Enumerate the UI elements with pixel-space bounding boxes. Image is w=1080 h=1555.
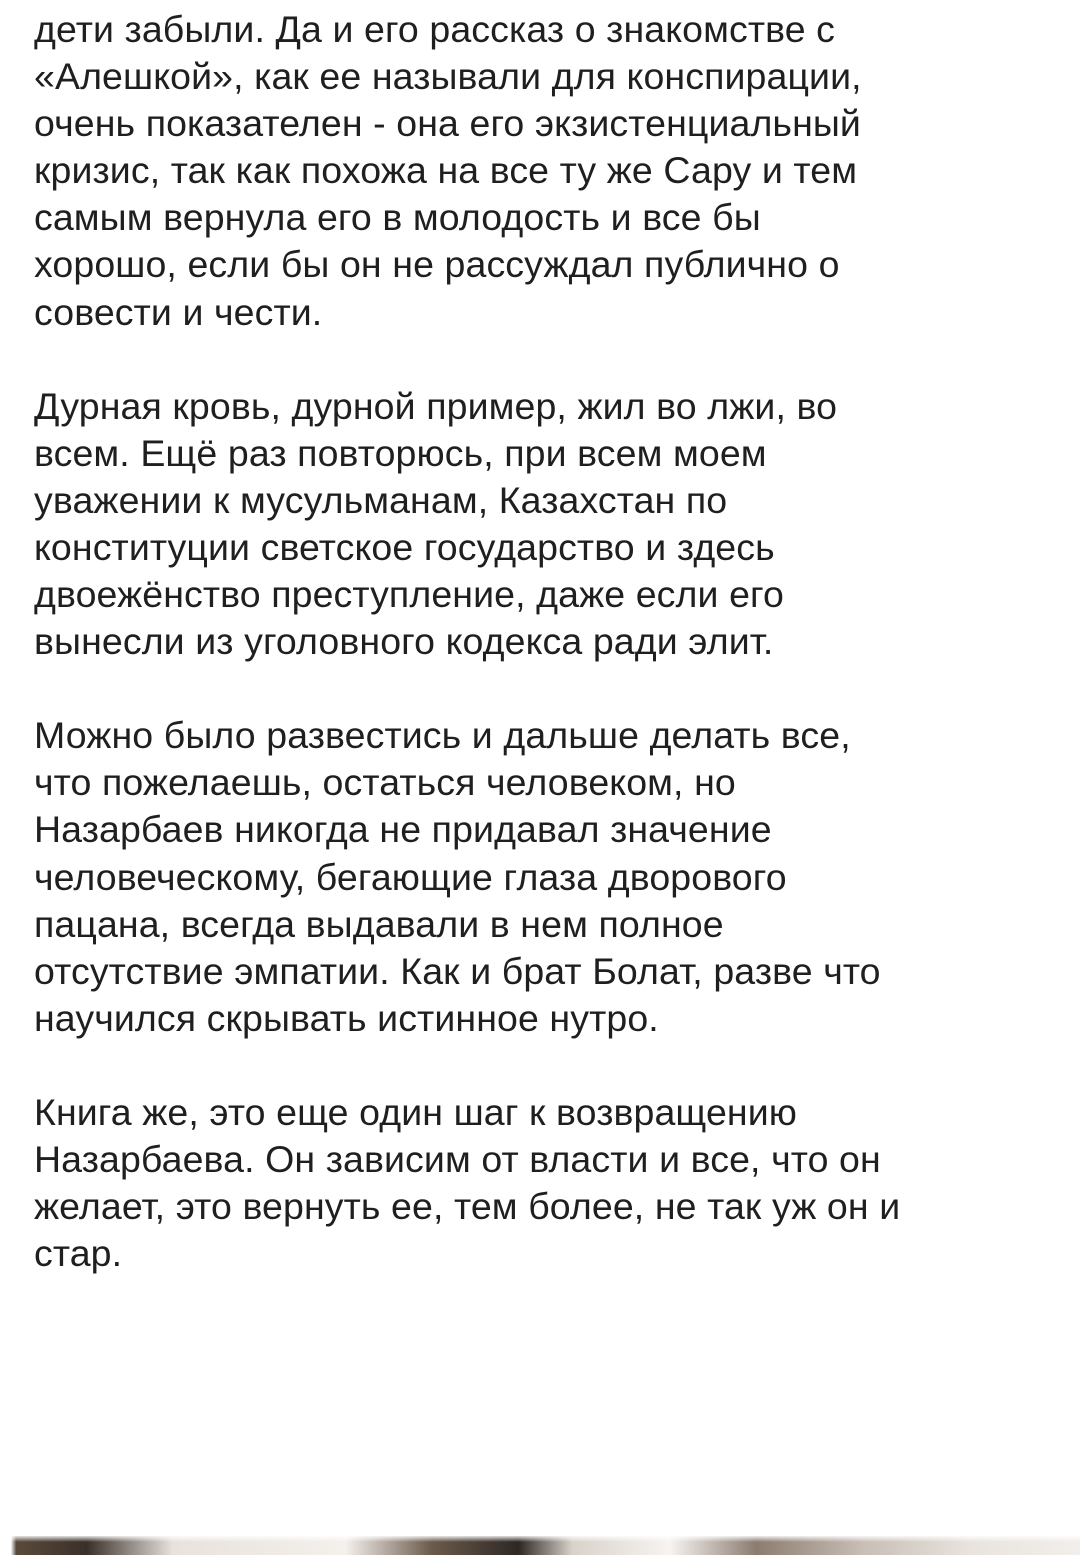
paragraph-2: Дурная кровь, дурной пример, жил во лжи, во всем. Ещё раз повторюсь, при всем моем уважении к мусульманам, Казахстан по конституции светское государство и здесь двоежёнство преступление, даже если его вынесли из уголовного кодекса ради элит.	[34, 384, 838, 663]
paragraph-1: дети забыли. Да и его рассказ о знакомстве с «Алешкой», как ее называли для конспирации, очень показателен - она его экзистенциальный кризис, так как похожа на все ту же Сару и тем самым вернула его в молодость и все бы хорошо, если бы он не рассуждал публично о совести и чести.	[34, 8, 862, 333]
paragraph-3: Можно было развестись и дальше делать все, что пожелаешь, остаться человеком, но Назарбаев никогда не придавал значение человеческому, бегающие глаза дворового пацана, всегда выдавали в нем полное отсутствие эмпатии. Как и брат Болат, разве что научился скрывать истинное нутро.	[34, 714, 881, 1039]
post-text	[34, 6, 1049, 1277]
attached-photo-preview[interactable]	[0, 1536, 1080, 1555]
paragraph-4: Книга же, это еще один шаг к возвращению Назарбаева. Он зависим от власти и все, что он желает, это вернуть ее, тем более, не так уж он и стар.	[34, 1090, 901, 1275]
